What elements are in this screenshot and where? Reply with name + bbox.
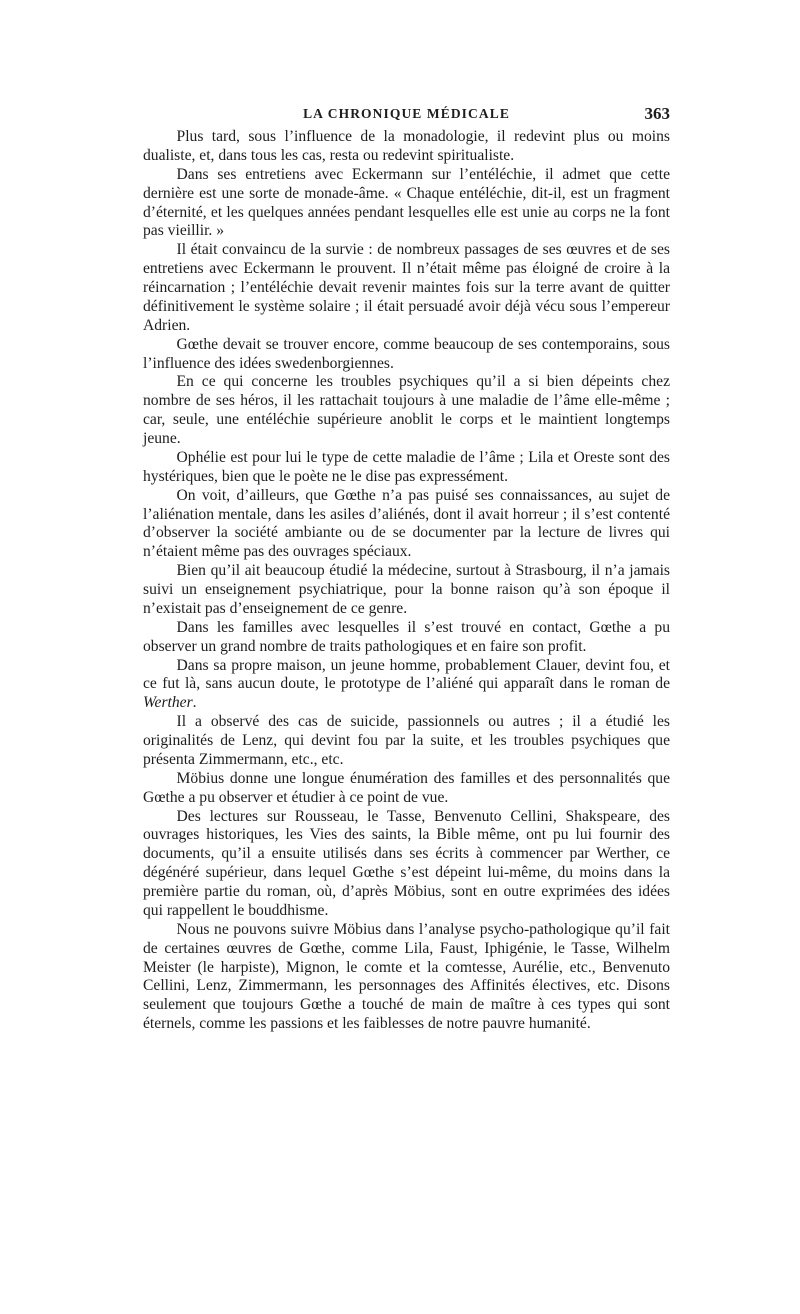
paragraph-medecine: Bien qu’il ait beaucoup étudié la médecine, surtout à Strasbourg, il n’a jamais suivi un enseignement psychiatrique, pour la bonne raison qu’à son époque il n’existait pas d’enseignement de ce genre.: [143, 562, 670, 617]
paragraph-swedenborg: Gœthe devait se trouver encore, comme beaucoup de ses contemporains, sous l’influence des idées swedenborgiennes.: [143, 335, 670, 372]
paragraph-alienation: On voit, d’ailleurs, que Gœthe n’a pas puisé ses connaissances, au sujet de l’aliénation mentale, dans les asiles d’aliénés, dont il avait horreur ; il s’est contenté d’observer la société ambiante ou de se documenter par la lecture de livres qui n’étaient même pas des ouvrages spéciaux.: [143, 486, 670, 561]
paragraph-werther: [143, 657, 670, 714]
running-header: [143, 104, 670, 128]
paragraph-analyse: Nous ne pouvons suivre Möbius dans l’analyse psycho-pathologique qu’il fait de certaines œuvres de Gœthe, comme Lila, Faust, Iphigénie, le Tasse, Wilhelm Meister (le harpiste), Mignon, le comte et la comtesse, Aurélie, etc., Benvenuto Cellini, Lenz, Zimmermann, les personnages des Affinités électives, etc. Disons seulement que toujours Gœthe a touché de main de maître à ces types qui sont éternels, comme les passions et les faiblesses de notre pauvre humanité.: [143, 920, 670, 1033]
paragraph-survie: Il était convaincu de la survie : de nombreux passages de ses œuvres et de ses entretiens avec Eckermann le prouvent. Il n’était même pas éloigné de croire à la réincarnation ; l’entéléchie devait revenir maintes fois sur la terre avant de quitter définitivement le système solaire ; il était persuadé avoir déjà vécu sous l’empereur Adrien.: [143, 241, 670, 334]
werther-text-after: .: [192, 694, 197, 712]
page-number: 363: [644, 104, 670, 123]
paragraph-suicide: Il a observé des cas de suicide, passionnels ou autres ; il a étudié les originalités de Lenz, qui devint fou par la suite, et les troubles psychiques que présenta Zimmermann, etc., etc.: [143, 713, 670, 768]
paragraph-monadologie: Plus tard, sous l’influence de la monadologie, il redevint plus ou moins dualiste, et, dans tous les cas, resta ou redevint spiritualiste.: [143, 128, 670, 164]
paragraph-entelechie: Dans ses entretiens avec Eckermann sur l’entéléchie, il admet que cette dernière est une sorte de monade-âme. « Chaque entéléchie, dit-il, est un fragment d’éternité, et les quelques années pendant lesquelles elle est unie au corps ne la font pas vieillir. »: [143, 165, 670, 240]
paragraph-mobius: Möbius donne une longue énumération des familles et des personnalités que Gœthe a pu observer et étudier à ce point de vue.: [143, 769, 670, 806]
paragraph-ophelie: Ophélie est pour lui le type de cette maladie de l’âme ; Lila et Oreste sont des hystériques, bien que le poète ne le dise pas expressément.: [143, 448, 670, 485]
body-text: [143, 128, 670, 1034]
paragraph-lectures: Des lectures sur Rousseau, le Tasse, Benvenuto Cellini, Shakspeare, des ouvrages historiques, les Vies des saints, la Bible même, ont pu lui fournir des documents, qu’il a ensuite utilisés dans ses écrits à commencer par Werther, ce dégénéré supérieur, dans lequel Gœthe s’est dépeint lui-même, du moins dans la première partie du roman, où, d’après Möbius, sont en outre exprimées des idées qui rappellent le bouddhisme.: [143, 807, 670, 919]
running-title: LA CHRONIQUE MÉDICALE: [303, 106, 510, 121]
paragraph-troubles-psychiques: En ce qui concerne les troubles psychiques qu’il a si bien dépeints chez nombre de ses héros, il les rattachait toujours à une maladie de l’âme elle-même ; car, seule, une entéléchie supérieure anoblit le corps et le maintient longtemps jeune.: [143, 373, 670, 447]
paragraph-familles: Dans les familles avec lesquelles il s’est trouvé en contact, Gœthe a pu observer un grand nombre de traits pathologiques et en faire son profit.: [143, 618, 670, 655]
document-page: [143, 104, 670, 1034]
werther-title: Werther: [143, 694, 193, 712]
werther-text-before: Dans sa propre maison, un jeune homme, probablement Clauer, devint fou, et ce fut là, sans aucun doute, le prototype de l’aliéné qui apparaît dans le roman de: [143, 656, 670, 693]
